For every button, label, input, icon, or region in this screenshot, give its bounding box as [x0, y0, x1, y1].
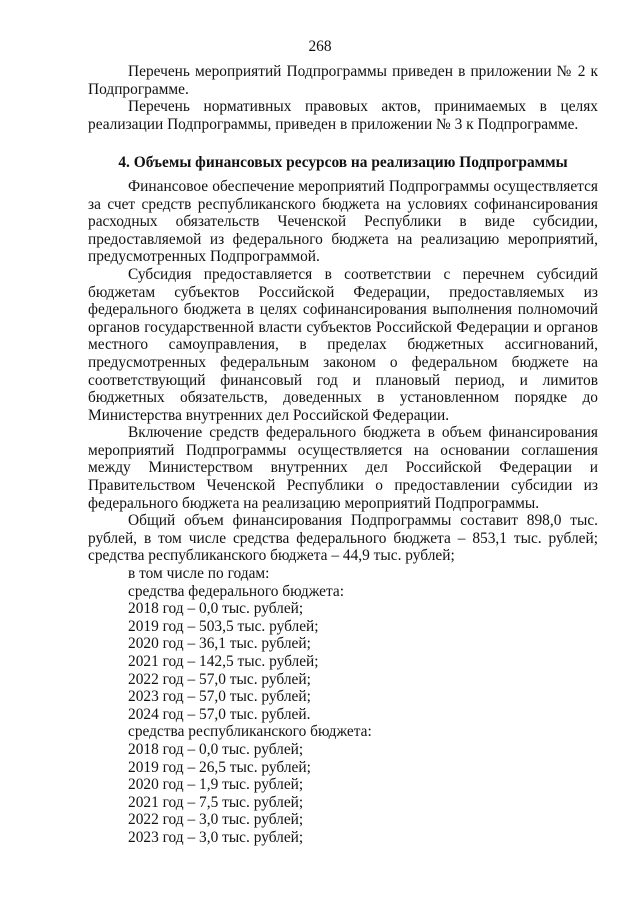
republic-year-2018: 2018 год – 0,0 тыс. рублей; — [128, 740, 304, 758]
page-number: 268 — [308, 38, 332, 55]
federal-year-2020: 2020 год – 36,1 тыс. рублей; — [128, 635, 311, 653]
paragraph-total-volume: Общий объем финансирования Подпрограммы составит 898,0 тыс. рублей, в том числе средства федерального бюджета – 853,1 тыс. рублей; средства республиканского бюджета – 44,9 тыс. рублей; — [88, 512, 598, 565]
federal-year-2019: 2019 год – 503,5 тыс. рублей; — [128, 617, 319, 635]
paragraph-subsidy: Субсидия предоставляется в соответствии с перечнем субсидий бюджетам субъектов Российской Федерации, предоставляемых из федерального бюджета в целях софинансирования выполнения полномочий органов государственной власти субъектов Российской Федерации и органов местного самоуправления, в пределах бюджетных ассигнований, предусмотренных федеральным законом о федеральном бюджете на соответствующий финансовый год и плановый период, и лимитов бюджетных обязательств, доведенных в установленном порядке до Министерства внутренних дел Российской Федерации. — [88, 265, 598, 424]
section-heading: 4. Объемы финансовых ресурсов на реализацию Подпрограммы — [118, 154, 568, 172]
republic-year-2020: 2020 год – 1,9 тыс. рублей; — [128, 776, 304, 794]
years-intro: в том числе по годам: — [128, 565, 270, 583]
republic-year-2021: 2021 год – 7,5 тыс. рублей; — [128, 793, 304, 811]
paragraph-financing: Финансовое обеспечение мероприятий Подпрограммы осуществляется за счет средств республиканского бюджета на условиях софинансирования расходных обязательств Чеченской Республики в виде субсидии, предоставляемой из федерального бюджета на реализацию мероприятий, предусмотренных Подпрограммой. — [88, 177, 598, 266]
federal-year-2024: 2024 год – 57,0 тыс. рублей. — [128, 705, 311, 723]
federal-year-2021: 2021 год – 142,5 тыс. рублей; — [128, 653, 319, 670]
page-content — [88, 63, 598, 847]
paragraph-appendix-3: Перечень нормативных правовых актов, принимаемых в целях реализации Подпрограммы, приведен в приложении № 3 к Подпрограмме. — [88, 98, 598, 133]
federal-year-2022: 2022 год – 57,0 тыс. рублей; — [128, 670, 311, 688]
republic-budget-label: средства республиканского бюджета: — [128, 723, 372, 741]
republic-year-2023: 2023 год – 3,0 тыс. рублей; — [128, 828, 304, 846]
federal-year-2018: 2018 год – 0,0 тыс. рублей; — [128, 600, 304, 618]
republic-year-2019: 2019 год – 26,5 тыс. рублей; — [128, 758, 311, 776]
paragraph-federal-inclusion: Включение средств федерального бюджета в объем финансирования мероприятий Подпрограммы осуществляется на основании соглашения между Министерством внутренних дел Российской Федерации и Правительством Чеченской Республики о предоставлении субсидии из федерального бюджета на реализацию мероприятий Подпрограммы. — [88, 424, 598, 512]
paragraph-appendix-2: Перечень мероприятий Подпрограммы приведен в приложении № 2 к Подпрограмме. — [88, 63, 598, 98]
federal-year-2023: 2023 год – 57,0 тыс. рублей; — [128, 688, 311, 706]
federal-budget-label: средства федерального бюджета: — [128, 582, 344, 600]
republic-year-2022: 2022 год – 3,0 тыс. рублей; — [128, 811, 304, 829]
